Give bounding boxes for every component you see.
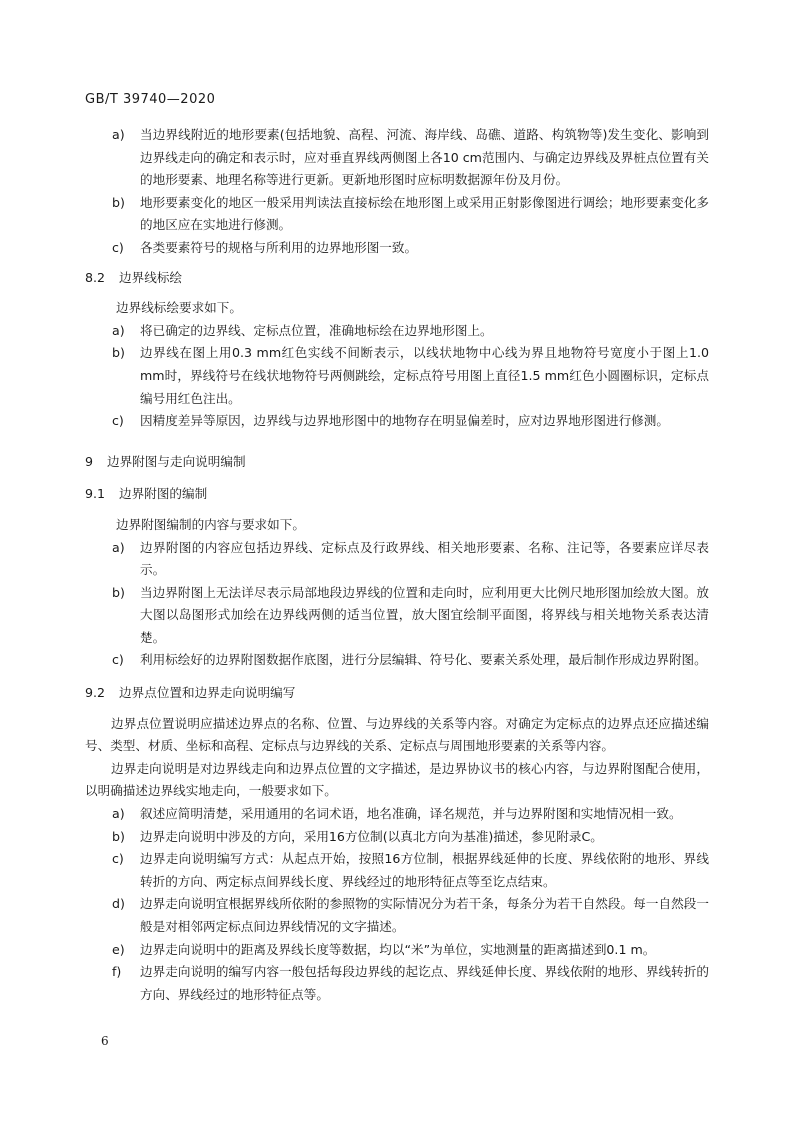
list-marker: b) bbox=[112, 345, 125, 361]
list-marker: a) bbox=[112, 806, 125, 822]
list-item bbox=[85, 342, 709, 410]
list-item bbox=[85, 237, 709, 260]
section-number: 9.1 bbox=[85, 486, 106, 502]
list-marker: c) bbox=[112, 652, 124, 668]
list-item-text: 因精度差异等原因，边界线与边界地形图中的地物存在明显偏差时，应对边界地形图进行修测。 bbox=[140, 413, 669, 429]
list-item-text: 叙述应简明清楚，采用通用的名词术语，地名准确，译名规范，并与边界附图和实地情况相一致。 bbox=[140, 806, 682, 822]
section-number: 9 bbox=[85, 453, 94, 469]
list-item-text: 利用标绘好的边界附图数据作底图，进行分层编辑、符号化、要素关系处理，最后制作形成边界附图。 bbox=[140, 652, 707, 668]
section-8-2-list bbox=[85, 320, 709, 433]
list-item-text: 边界走向说明编写方式：从起点开始，按照16方位制，根据界线延伸的长度、界线依附的地形、界线转折的方向、两定标点间界线长度、界线经过的地形特征点等至讫点结束。 bbox=[140, 851, 709, 889]
section-intro: 边界线标绘要求如下。 bbox=[116, 300, 242, 316]
list-item-text: 边界走向说明中的距离及界线长度等数据，均以“米”为单位，实地测量的距离描述到0.1 m。 bbox=[140, 941, 656, 957]
section-title: 边界附图与走向说明编制 bbox=[107, 453, 246, 469]
list-item-text: 边界走向说明的编写内容一般包括每段边界线的起讫点、界线延伸长度、界线依附的地形、界线转折的方向、界线经过的地形特征点等。 bbox=[140, 964, 709, 1002]
section-heading-9 bbox=[85, 451, 709, 474]
list-item-text: 将已确定的边界线、定标点位置，准确地标绘在边界地形图上。 bbox=[140, 322, 493, 338]
standard-id-header: GB/T 39740—2020 bbox=[85, 92, 216, 107]
list-item bbox=[85, 320, 709, 343]
list-item bbox=[85, 410, 709, 433]
list-marker: b) bbox=[112, 828, 125, 844]
section-heading-9-2 bbox=[85, 682, 709, 705]
body-paragraph: 边界点位置说明应描述边界点的名称、位置、与边界线的关系等内容。对确定为定标点的边界点还应描述编号、类型、材质、坐标和高程、定标点与边界线的关系、定标点与周围地形要素的关系等内容。 bbox=[85, 715, 709, 754]
list-item bbox=[85, 939, 709, 962]
list-marker: a) bbox=[112, 322, 125, 338]
list-item-text: 边界走向说明宜根据界线所依附的参照物的实际情况分为若干条，每条分为若干自然段。每一自然段一般是对相邻两定标点间边界线情况的文字描述。 bbox=[140, 896, 709, 934]
section-heading-8-2 bbox=[85, 267, 709, 290]
section-heading-9-1 bbox=[85, 483, 709, 506]
body-paragraph: 边界走向说明是对边界线走向和边界点位置的文字描述，是边界协议书的核心内容，与边界附图配合使用，以明确描述边界线实地走向，一般要求如下。 bbox=[85, 760, 709, 799]
section-8-1-list bbox=[85, 124, 709, 260]
section-title: 边界附图的编制 bbox=[119, 486, 208, 502]
list-marker: c) bbox=[112, 851, 124, 867]
page-number: 6 bbox=[101, 1034, 109, 1048]
list-item-text: 地形要素变化的地区一般采用判读法直接标绘在地形图上或采用正射影像图进行调绘；地形要素变化多的地区应在实地进行修测。 bbox=[140, 194, 709, 233]
list-marker: e) bbox=[112, 941, 125, 957]
list-marker: a) bbox=[112, 539, 125, 555]
list-item bbox=[85, 826, 709, 849]
list-item-text: 边界线在图上用0.3 mm红色实线不间断表示，以线状地物中心线为界且地物符号宽度小于图上1.0 mm时，界线符号在线状地物符号两侧跳绘，定标点符号用图上直径1.5 mm红色小圆圈标识，定标点编号用红色注出。 bbox=[140, 345, 709, 406]
list-item bbox=[85, 803, 709, 826]
list-item bbox=[85, 582, 709, 650]
list-item bbox=[85, 893, 709, 938]
list-item-text: 各类要素符号的规格与所利用的边界地形图一致。 bbox=[140, 239, 418, 255]
list-marker: c) bbox=[112, 239, 124, 255]
list-item-text: 当边界附图上无法详尽表示局部地段边界线的位置和走向时，应利用更大比例尺地形图加绘放大图。放大图以岛图形式加绘在边界线两侧的适当位置，放大图宜绘制平面图，将界线与相关地物关系表达清楚。 bbox=[140, 584, 709, 645]
list-item bbox=[85, 649, 709, 672]
section-9-2-list bbox=[85, 803, 709, 1006]
list-marker: b) bbox=[112, 584, 125, 600]
list-marker: c) bbox=[112, 413, 124, 429]
list-item bbox=[85, 192, 709, 237]
list-item bbox=[85, 848, 709, 893]
section-intro: 边界附图编制的内容与要求如下。 bbox=[116, 516, 305, 532]
list-item-text: 边界走向说明中涉及的方向，采用16方位制(以真北方向为基准)描述，参见附录C。 bbox=[140, 828, 603, 844]
list-item bbox=[85, 961, 709, 1006]
list-item bbox=[85, 124, 709, 192]
list-item bbox=[85, 537, 709, 582]
document-body bbox=[85, 124, 709, 1006]
list-item-text: 当边界线附近的地形要素(包括地貌、高程、河流、海岸线、岛礁、道路、构筑物等)发生变化、影响到边界线走向的确定和表示时，应对垂直界线两侧图上各10 cm范围内、与确定边界线及界桩点位置有关的地形要素、地理名称等进行更新。更新地形图时应标明数据源年份及月份。 bbox=[140, 127, 709, 188]
section-title: 边界点位置和边界走向说明编写 bbox=[119, 685, 296, 701]
list-marker: b) bbox=[112, 194, 125, 210]
section-title: 边界线标绘 bbox=[119, 269, 182, 285]
section-number: 8.2 bbox=[85, 269, 106, 285]
list-marker: f) bbox=[112, 964, 122, 980]
list-item-text: 边界附图的内容应包括边界线、定标点及行政界线、相关地形要素、名称、注记等，各要素应详尽表示。 bbox=[140, 539, 709, 578]
list-marker: d) bbox=[112, 896, 125, 912]
list-marker: a) bbox=[112, 127, 125, 142]
section-number: 9.2 bbox=[85, 685, 106, 701]
section-9-1-list bbox=[85, 537, 709, 673]
